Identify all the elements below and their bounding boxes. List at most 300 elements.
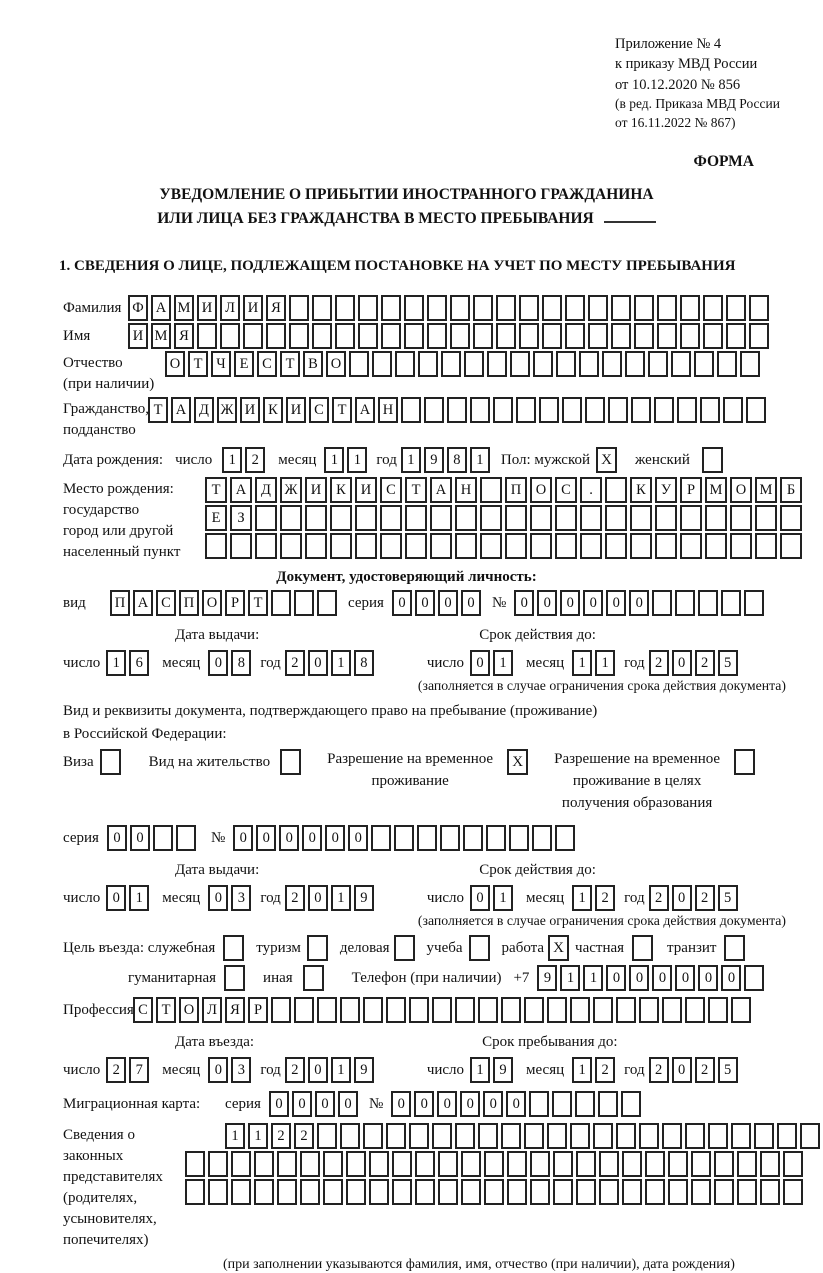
char-cell[interactable] — [510, 351, 530, 377]
char-cell[interactable] — [737, 1179, 757, 1205]
char-cell[interactable] — [565, 323, 585, 349]
char-cell[interactable]: М — [705, 477, 727, 503]
char-cell[interactable]: 2 — [649, 1057, 669, 1083]
char-cell[interactable]: Д — [194, 397, 214, 423]
char-cell[interactable] — [505, 533, 527, 559]
char-cell[interactable] — [208, 1151, 228, 1177]
char-cell[interactable] — [409, 1123, 429, 1149]
char-cell[interactable] — [680, 323, 700, 349]
char-cell[interactable] — [176, 825, 196, 851]
char-cell[interactable]: 0 — [606, 965, 626, 991]
char-cell[interactable]: Т — [188, 351, 208, 377]
study-checkbox[interactable] — [469, 935, 490, 961]
char-cell[interactable] — [386, 997, 406, 1023]
char-cell[interactable]: 0 — [107, 825, 127, 851]
char-cell[interactable]: 2 — [271, 1123, 291, 1149]
char-cell[interactable]: 0 — [308, 885, 328, 911]
char-cell[interactable] — [205, 533, 227, 559]
char-cell[interactable] — [335, 323, 355, 349]
char-cell[interactable]: 0 — [672, 650, 692, 676]
char-cell[interactable] — [652, 590, 672, 616]
char-cell[interactable] — [553, 1179, 573, 1205]
char-cell[interactable] — [294, 590, 314, 616]
char-cell[interactable]: 2 — [595, 885, 615, 911]
char-cell[interactable]: С — [555, 477, 577, 503]
char-cell[interactable] — [547, 997, 567, 1023]
char-cell[interactable]: 2 — [294, 1123, 314, 1149]
char-cell[interactable]: 0 — [698, 965, 718, 991]
char-cell[interactable]: 0 — [652, 965, 672, 991]
char-cell[interactable]: 0 — [672, 1057, 692, 1083]
char-cell[interactable] — [340, 1123, 360, 1149]
char-cell[interactable]: 1 — [572, 1057, 592, 1083]
char-cell[interactable] — [455, 997, 475, 1023]
char-cell[interactable] — [432, 997, 452, 1023]
official-checkbox[interactable] — [223, 935, 244, 961]
char-cell[interactable]: П — [179, 590, 199, 616]
char-cell[interactable]: 0 — [391, 1091, 411, 1117]
char-cell[interactable] — [677, 397, 697, 423]
char-cell[interactable] — [800, 1123, 820, 1149]
char-cell[interactable] — [440, 825, 460, 851]
char-cell[interactable] — [480, 533, 502, 559]
char-cell[interactable]: 2 — [106, 1057, 126, 1083]
char-cell[interactable]: К — [330, 477, 352, 503]
char-cell[interactable]: И — [128, 323, 148, 349]
char-cell[interactable]: 1 — [331, 1057, 351, 1083]
char-cell[interactable] — [731, 1123, 751, 1149]
char-cell[interactable] — [576, 1151, 596, 1177]
char-cell[interactable] — [294, 997, 314, 1023]
char-cell[interactable]: 0 — [672, 885, 692, 911]
char-cell[interactable]: 2 — [285, 885, 305, 911]
char-cell[interactable]: 9 — [424, 447, 444, 473]
male-checkbox[interactable]: X — [596, 447, 617, 473]
char-cell[interactable] — [680, 295, 700, 321]
char-cell[interactable]: 0 — [208, 885, 228, 911]
char-cell[interactable] — [555, 825, 575, 851]
char-cell[interactable] — [694, 351, 714, 377]
char-cell[interactable]: Т — [156, 997, 176, 1023]
char-cell[interactable] — [746, 397, 766, 423]
char-cell[interactable]: 1 — [493, 885, 513, 911]
char-cell[interactable] — [562, 397, 582, 423]
char-cell[interactable] — [668, 1151, 688, 1177]
char-cell[interactable]: И — [305, 477, 327, 503]
char-cell[interactable]: 0 — [537, 590, 557, 616]
char-cell[interactable] — [478, 1123, 498, 1149]
char-cell[interactable] — [783, 1151, 803, 1177]
char-cell[interactable] — [516, 397, 536, 423]
char-cell[interactable] — [404, 295, 424, 321]
char-cell[interactable] — [532, 825, 552, 851]
char-cell[interactable] — [355, 505, 377, 531]
char-cell[interactable] — [220, 323, 240, 349]
char-cell[interactable]: К — [263, 397, 283, 423]
residence-permit-checkbox[interactable] — [280, 749, 301, 775]
char-cell[interactable] — [369, 1151, 389, 1177]
char-cell[interactable]: 8 — [447, 447, 467, 473]
char-cell[interactable]: 0 — [470, 885, 490, 911]
char-cell[interactable] — [346, 1151, 366, 1177]
char-cell[interactable] — [533, 351, 553, 377]
char-cell[interactable] — [555, 533, 577, 559]
char-cell[interactable]: 0 — [308, 650, 328, 676]
char-cell[interactable]: Ф — [128, 295, 148, 321]
char-cell[interactable] — [363, 1123, 383, 1149]
char-cell[interactable] — [655, 505, 677, 531]
char-cell[interactable]: Н — [378, 397, 398, 423]
char-cell[interactable] — [662, 1123, 682, 1149]
char-cell[interactable] — [392, 1179, 412, 1205]
char-cell[interactable] — [542, 323, 562, 349]
char-cell[interactable] — [585, 397, 605, 423]
char-cell[interactable]: О — [530, 477, 552, 503]
char-cell[interactable]: Е — [205, 505, 227, 531]
char-cell[interactable]: Я — [266, 295, 286, 321]
char-cell[interactable]: 0 — [460, 1091, 480, 1117]
char-cell[interactable] — [579, 351, 599, 377]
char-cell[interactable]: 0 — [256, 825, 276, 851]
char-cell[interactable] — [605, 533, 627, 559]
char-cell[interactable] — [576, 1179, 596, 1205]
char-cell[interactable]: И — [197, 295, 217, 321]
char-cell[interactable] — [616, 1123, 636, 1149]
char-cell[interactable] — [588, 295, 608, 321]
char-cell[interactable] — [705, 505, 727, 531]
char-cell[interactable] — [530, 1179, 550, 1205]
char-cell[interactable] — [484, 1151, 504, 1177]
char-cell[interactable] — [542, 295, 562, 321]
char-cell[interactable]: 0 — [629, 590, 649, 616]
transit-checkbox[interactable] — [724, 935, 745, 961]
char-cell[interactable] — [323, 1151, 343, 1177]
char-cell[interactable] — [555, 505, 577, 531]
char-cell[interactable]: Т — [332, 397, 352, 423]
char-cell[interactable] — [703, 323, 723, 349]
char-cell[interactable] — [777, 1123, 797, 1149]
char-cell[interactable] — [255, 505, 277, 531]
char-cell[interactable] — [547, 1123, 567, 1149]
char-cell[interactable] — [478, 997, 498, 1023]
char-cell[interactable]: М — [755, 477, 777, 503]
char-cell[interactable] — [243, 323, 263, 349]
work-checkbox[interactable]: X — [548, 935, 569, 961]
char-cell[interactable]: 3 — [231, 1057, 251, 1083]
char-cell[interactable]: Ч — [211, 351, 231, 377]
char-cell[interactable] — [340, 997, 360, 1023]
char-cell[interactable]: З — [230, 505, 252, 531]
char-cell[interactable]: У — [655, 477, 677, 503]
char-cell[interactable] — [392, 1151, 412, 1177]
private-checkbox[interactable] — [632, 935, 653, 961]
char-cell[interactable] — [358, 295, 378, 321]
char-cell[interactable]: 0 — [560, 590, 580, 616]
char-cell[interactable] — [530, 533, 552, 559]
char-cell[interactable] — [726, 323, 746, 349]
char-cell[interactable] — [470, 397, 490, 423]
char-cell[interactable]: Л — [202, 997, 222, 1023]
char-cell[interactable]: М — [174, 295, 194, 321]
char-cell[interactable] — [611, 295, 631, 321]
char-cell[interactable] — [330, 505, 352, 531]
char-cell[interactable] — [355, 533, 377, 559]
char-cell[interactable]: 5 — [718, 650, 738, 676]
char-cell[interactable]: 0 — [269, 1091, 289, 1117]
char-cell[interactable] — [740, 351, 760, 377]
char-cell[interactable] — [507, 1179, 527, 1205]
char-cell[interactable] — [381, 295, 401, 321]
char-cell[interactable]: 9 — [354, 1057, 374, 1083]
char-cell[interactable] — [358, 323, 378, 349]
char-cell[interactable]: 1 — [493, 650, 513, 676]
char-cell[interactable] — [714, 1151, 734, 1177]
char-cell[interactable]: А — [355, 397, 375, 423]
char-cell[interactable] — [255, 533, 277, 559]
char-cell[interactable] — [634, 295, 654, 321]
char-cell[interactable] — [430, 533, 452, 559]
temp-residence-edu-checkbox[interactable] — [734, 749, 755, 775]
char-cell[interactable]: 0 — [292, 1091, 312, 1117]
char-cell[interactable] — [496, 323, 516, 349]
char-cell[interactable] — [461, 1179, 481, 1205]
char-cell[interactable] — [721, 590, 741, 616]
char-cell[interactable] — [363, 997, 383, 1023]
char-cell[interactable] — [493, 397, 513, 423]
char-cell[interactable]: О — [730, 477, 752, 503]
char-cell[interactable] — [605, 477, 627, 503]
char-cell[interactable]: Т — [405, 477, 427, 503]
char-cell[interactable]: Д — [255, 477, 277, 503]
char-cell[interactable] — [380, 505, 402, 531]
char-cell[interactable]: 0 — [721, 965, 741, 991]
char-cell[interactable]: 1 — [470, 447, 490, 473]
char-cell[interactable] — [755, 533, 777, 559]
char-cell[interactable]: И — [286, 397, 306, 423]
char-cell[interactable] — [346, 1179, 366, 1205]
char-cell[interactable]: Ж — [280, 477, 302, 503]
char-cell[interactable]: К — [630, 477, 652, 503]
char-cell[interactable]: 1 — [560, 965, 580, 991]
business-checkbox[interactable] — [394, 935, 415, 961]
char-cell[interactable] — [685, 1123, 705, 1149]
char-cell[interactable] — [730, 533, 752, 559]
char-cell[interactable] — [369, 1179, 389, 1205]
char-cell[interactable] — [501, 997, 521, 1023]
char-cell[interactable]: 0 — [302, 825, 322, 851]
char-cell[interactable] — [277, 1151, 297, 1177]
char-cell[interactable]: 0 — [106, 885, 126, 911]
char-cell[interactable] — [185, 1151, 205, 1177]
char-cell[interactable] — [185, 1179, 205, 1205]
char-cell[interactable]: 1 — [470, 1057, 490, 1083]
char-cell[interactable] — [755, 505, 777, 531]
char-cell[interactable]: 0 — [348, 825, 368, 851]
char-cell[interactable] — [381, 323, 401, 349]
char-cell[interactable] — [744, 590, 764, 616]
char-cell[interactable]: 8 — [354, 650, 374, 676]
char-cell[interactable]: 1 — [401, 447, 421, 473]
char-cell[interactable] — [230, 533, 252, 559]
char-cell[interactable] — [386, 1123, 406, 1149]
char-cell[interactable]: С — [133, 997, 153, 1023]
char-cell[interactable]: 2 — [695, 1057, 715, 1083]
char-cell[interactable] — [691, 1151, 711, 1177]
char-cell[interactable] — [631, 397, 651, 423]
char-cell[interactable]: 0 — [629, 965, 649, 991]
char-cell[interactable] — [424, 397, 444, 423]
char-cell[interactable] — [691, 1179, 711, 1205]
char-cell[interactable]: Я — [225, 997, 245, 1023]
char-cell[interactable] — [570, 1123, 590, 1149]
char-cell[interactable]: Т — [205, 477, 227, 503]
char-cell[interactable] — [289, 323, 309, 349]
char-cell[interactable] — [349, 351, 369, 377]
char-cell[interactable]: 1 — [129, 885, 149, 911]
char-cell[interactable]: 0 — [208, 1057, 228, 1083]
char-cell[interactable] — [605, 505, 627, 531]
char-cell[interactable] — [630, 505, 652, 531]
char-cell[interactable] — [703, 295, 723, 321]
char-cell[interactable]: 0 — [675, 965, 695, 991]
char-cell[interactable] — [496, 295, 516, 321]
char-cell[interactable] — [473, 323, 493, 349]
char-cell[interactable] — [405, 533, 427, 559]
char-cell[interactable]: П — [110, 590, 130, 616]
char-cell[interactable] — [335, 295, 355, 321]
char-cell[interactable] — [266, 323, 286, 349]
char-cell[interactable] — [317, 590, 337, 616]
char-cell[interactable]: Т — [148, 397, 168, 423]
char-cell[interactable] — [323, 1179, 343, 1205]
char-cell[interactable] — [371, 825, 391, 851]
char-cell[interactable] — [432, 1123, 452, 1149]
char-cell[interactable]: 1 — [583, 965, 603, 991]
char-cell[interactable] — [480, 505, 502, 531]
char-cell[interactable]: 0 — [470, 650, 490, 676]
char-cell[interactable] — [608, 397, 628, 423]
char-cell[interactable]: С — [257, 351, 277, 377]
char-cell[interactable] — [539, 397, 559, 423]
char-cell[interactable] — [668, 1179, 688, 1205]
char-cell[interactable] — [575, 1091, 595, 1117]
char-cell[interactable]: О — [165, 351, 185, 377]
char-cell[interactable]: Т — [248, 590, 268, 616]
char-cell[interactable]: А — [230, 477, 252, 503]
char-cell[interactable]: Т — [280, 351, 300, 377]
char-cell[interactable] — [655, 533, 677, 559]
char-cell[interactable] — [280, 533, 302, 559]
char-cell[interactable] — [427, 323, 447, 349]
char-cell[interactable]: Л — [220, 295, 240, 321]
char-cell[interactable] — [705, 533, 727, 559]
char-cell[interactable] — [280, 505, 302, 531]
char-cell[interactable] — [447, 397, 467, 423]
char-cell[interactable] — [593, 1123, 613, 1149]
char-cell[interactable] — [509, 825, 529, 851]
char-cell[interactable] — [312, 295, 332, 321]
tourism-checkbox[interactable] — [307, 935, 328, 961]
char-cell[interactable]: Н — [455, 477, 477, 503]
char-cell[interactable] — [455, 533, 477, 559]
char-cell[interactable]: Р — [248, 997, 268, 1023]
char-cell[interactable] — [593, 997, 613, 1023]
char-cell[interactable] — [300, 1151, 320, 1177]
char-cell[interactable]: 2 — [285, 650, 305, 676]
char-cell[interactable]: 7 — [129, 1057, 149, 1083]
char-cell[interactable] — [625, 351, 645, 377]
char-cell[interactable] — [708, 997, 728, 1023]
char-cell[interactable]: 1 — [595, 650, 615, 676]
char-cell[interactable]: Е — [234, 351, 254, 377]
char-cell[interactable] — [372, 351, 392, 377]
char-cell[interactable] — [611, 323, 631, 349]
char-cell[interactable] — [599, 1179, 619, 1205]
char-cell[interactable] — [524, 997, 544, 1023]
char-cell[interactable]: 2 — [695, 885, 715, 911]
char-cell[interactable] — [714, 1179, 734, 1205]
char-cell[interactable]: 0 — [315, 1091, 335, 1117]
char-cell[interactable]: 5 — [718, 1057, 738, 1083]
char-cell[interactable]: 0 — [130, 825, 150, 851]
char-cell[interactable] — [645, 1179, 665, 1205]
char-cell[interactable]: 2 — [285, 1057, 305, 1083]
char-cell[interactable]: 1 — [331, 650, 351, 676]
char-cell[interactable] — [153, 825, 173, 851]
char-cell[interactable]: И — [355, 477, 377, 503]
char-cell[interactable] — [657, 295, 677, 321]
char-cell[interactable] — [312, 323, 332, 349]
char-cell[interactable] — [519, 323, 539, 349]
char-cell[interactable] — [749, 295, 769, 321]
char-cell[interactable] — [519, 295, 539, 321]
char-cell[interactable] — [698, 590, 718, 616]
char-cell[interactable] — [418, 351, 438, 377]
char-cell[interactable]: 1 — [222, 447, 242, 473]
char-cell[interactable] — [754, 1123, 774, 1149]
char-cell[interactable]: А — [171, 397, 191, 423]
char-cell[interactable] — [394, 825, 414, 851]
char-cell[interactable] — [277, 1179, 297, 1205]
char-cell[interactable]: 0 — [279, 825, 299, 851]
char-cell[interactable]: . — [580, 477, 602, 503]
char-cell[interactable] — [305, 505, 327, 531]
visa-checkbox[interactable] — [100, 749, 121, 775]
char-cell[interactable] — [599, 1151, 619, 1177]
char-cell[interactable] — [455, 1123, 475, 1149]
char-cell[interactable] — [507, 1151, 527, 1177]
char-cell[interactable] — [305, 533, 327, 559]
char-cell[interactable] — [461, 1151, 481, 1177]
char-cell[interactable]: 9 — [354, 885, 374, 911]
char-cell[interactable]: 0 — [514, 590, 534, 616]
char-cell[interactable] — [648, 351, 668, 377]
char-cell[interactable]: 1 — [331, 885, 351, 911]
char-cell[interactable] — [556, 351, 576, 377]
char-cell[interactable] — [438, 1179, 458, 1205]
char-cell[interactable] — [395, 351, 415, 377]
char-cell[interactable]: 0 — [437, 1091, 457, 1117]
char-cell[interactable] — [463, 825, 483, 851]
char-cell[interactable]: О — [202, 590, 222, 616]
char-cell[interactable] — [486, 825, 506, 851]
char-cell[interactable] — [622, 1151, 642, 1177]
char-cell[interactable]: 0 — [208, 650, 228, 676]
char-cell[interactable] — [254, 1179, 274, 1205]
char-cell[interactable] — [680, 533, 702, 559]
char-cell[interactable]: А — [133, 590, 153, 616]
char-cell[interactable] — [208, 1179, 228, 1205]
